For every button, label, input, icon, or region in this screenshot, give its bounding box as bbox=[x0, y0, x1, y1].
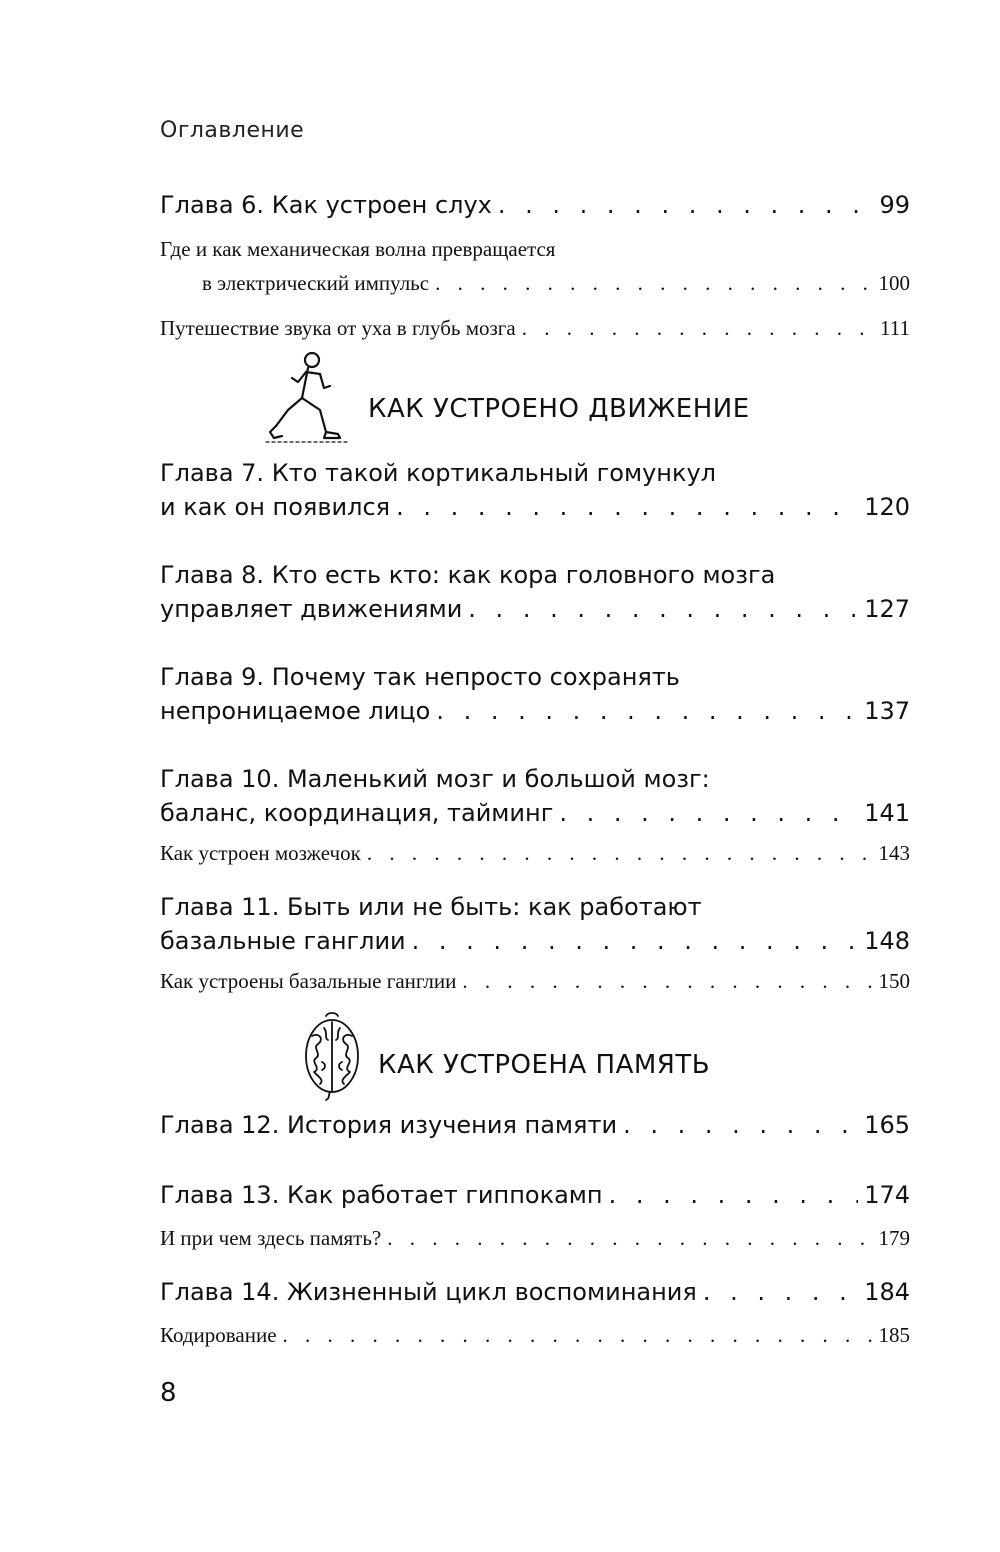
toc-page-number: 185 bbox=[878, 1323, 910, 1347]
toc-page-number: 184 bbox=[864, 1278, 910, 1306]
leader-dots bbox=[522, 311, 874, 345]
toc-chapter-12 bbox=[160, 1108, 910, 1142]
toc-entry-label: Путешествие звука от уха в глубь мозга bbox=[160, 316, 516, 340]
leader-dots bbox=[412, 924, 859, 958]
part-title: КАК УСТРОЕНА ПАМЯТЬ bbox=[378, 1050, 711, 1080]
toc-entry-label: Глава 6. Как устроен слух bbox=[160, 191, 492, 219]
toc-entry-first-line: Где и как механическая волна превращается bbox=[160, 237, 556, 261]
toc-entry-label: И при чем здесь память? bbox=[160, 1226, 382, 1250]
leader-dots bbox=[367, 836, 873, 870]
toc-entry-label: управляет движениями bbox=[160, 595, 463, 623]
toc-entry-label: баланс, координация, тайминг bbox=[160, 799, 554, 827]
toc-section bbox=[160, 311, 910, 345]
toc-page-number: 100 bbox=[878, 271, 910, 295]
toc-entry-label: базальные ганглии bbox=[160, 927, 406, 955]
toc-page-number: 141 bbox=[864, 799, 910, 827]
leader-dots bbox=[623, 1108, 858, 1142]
toc-section bbox=[160, 964, 910, 998]
leader-dots bbox=[609, 1178, 859, 1212]
toc-entry-label: Глава 12. История изучения памяти bbox=[160, 1111, 618, 1139]
leader-dots bbox=[435, 266, 872, 300]
toc-entry-label: Кодирование bbox=[160, 1323, 277, 1347]
toc-chapter-9 bbox=[160, 660, 910, 728]
running-man-icon bbox=[262, 348, 352, 446]
toc-entry-label: и как он появился bbox=[160, 493, 391, 521]
toc-page-number: 165 bbox=[864, 1111, 910, 1139]
toc-entry-label: Глава 14. Жизненный цикл воспоминания bbox=[160, 1278, 697, 1306]
toc-entry-label: Как устроены базальные ганглии bbox=[160, 969, 457, 993]
toc-page-number: 99 bbox=[879, 191, 910, 219]
toc-page-number: 137 bbox=[864, 697, 910, 725]
toc-page-number: 120 bbox=[864, 493, 910, 521]
part-title: КАК УСТРОЕНО ДВИЖЕНИЕ bbox=[368, 394, 750, 424]
toc-chapter-6 bbox=[160, 188, 910, 222]
toc-entry-first-line: Глава 9. Почему так непросто сохранять bbox=[160, 663, 680, 691]
leader-dots bbox=[283, 1318, 873, 1352]
leader-dots bbox=[436, 694, 858, 728]
toc-page-number: 111 bbox=[880, 316, 910, 340]
part-heading-memory bbox=[300, 1010, 710, 1102]
toc-chapter-13 bbox=[160, 1178, 910, 1212]
part-heading-movement bbox=[262, 348, 750, 446]
toc-entry-first-line: Глава 11. Быть или не быть: как работают bbox=[160, 893, 702, 921]
toc-entry-first-line: Глава 8. Кто есть кто: как кора головного мозга bbox=[160, 561, 776, 589]
leader-dots bbox=[559, 796, 858, 830]
toc-page-number: 150 bbox=[878, 969, 910, 993]
leader-dots bbox=[462, 964, 872, 998]
toc-page-number: 179 bbox=[878, 1226, 910, 1250]
leader-dots bbox=[387, 1221, 872, 1255]
toc-page-number: 127 bbox=[864, 595, 910, 623]
toc-page-number: 148 bbox=[864, 927, 910, 955]
toc-chapter-14 bbox=[160, 1275, 910, 1309]
leader-dots bbox=[498, 188, 874, 222]
toc-chapter-8 bbox=[160, 558, 910, 626]
brain-icon bbox=[300, 1010, 364, 1102]
toc-chapter-7 bbox=[160, 456, 910, 524]
toc-entry-first-line: Глава 7. Кто такой кортикальный гомункул bbox=[160, 459, 716, 487]
toc-chapter-11 bbox=[160, 890, 910, 958]
toc-entry-first-line: Глава 10. Маленький мозг и большой мозг: bbox=[160, 765, 710, 793]
leader-dots bbox=[703, 1275, 858, 1309]
toc-entry-label: непроницаемое лицо bbox=[160, 697, 431, 725]
toc-entry-label: в электрический импульс bbox=[202, 271, 430, 295]
toc-entry-label: Глава 13. Как работает гиппокамп bbox=[160, 1181, 603, 1209]
page-number: 8 bbox=[160, 1378, 177, 1408]
toc-section bbox=[160, 1318, 910, 1352]
toc-chapter-10 bbox=[160, 762, 910, 830]
toc-entry-label: Как устроен мозжечок bbox=[160, 841, 361, 865]
leader-dots bbox=[468, 592, 858, 626]
toc-page-number: 174 bbox=[864, 1181, 910, 1209]
toc-section bbox=[160, 836, 910, 870]
running-head: Оглавление bbox=[160, 118, 305, 143]
toc-page-number: 143 bbox=[878, 841, 910, 865]
toc-section bbox=[160, 232, 910, 300]
toc-section bbox=[160, 1221, 910, 1255]
leader-dots bbox=[396, 490, 858, 524]
